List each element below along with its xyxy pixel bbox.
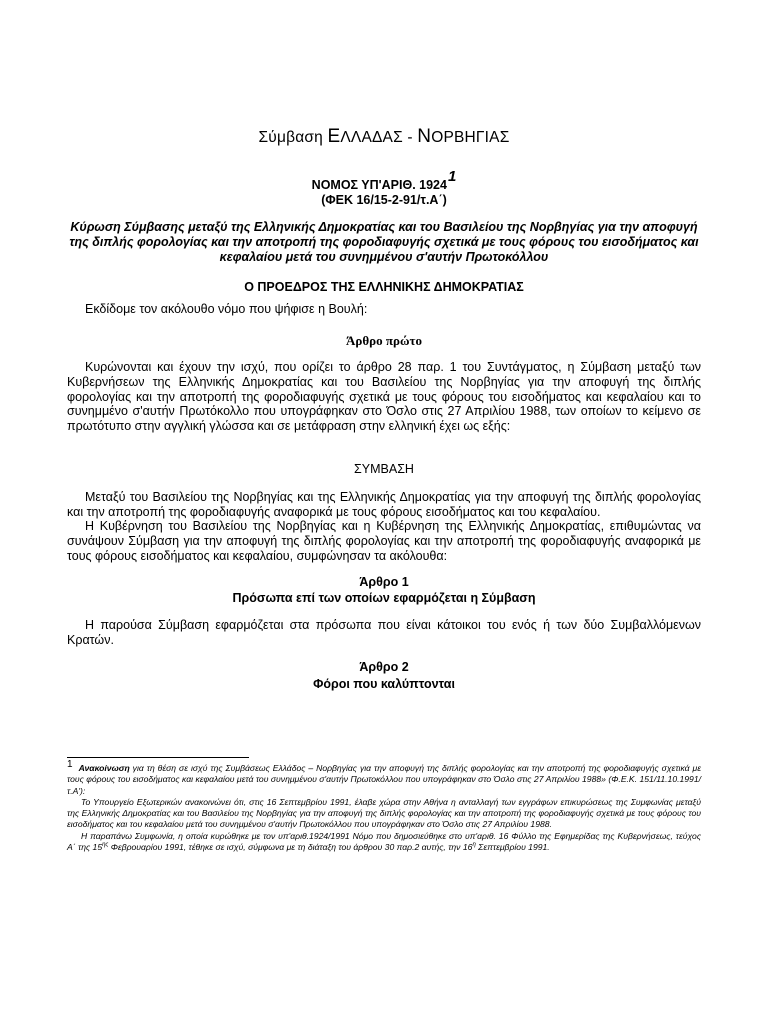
article-1-title: Πρόσωπα επί των οποίων εφαρμόζεται η Σύμβαση: [232, 591, 536, 605]
law-subtitle: Κύρωση Σύμβασης μεταξύ της Ελληνικής Δημοκρατίας και του Βασιλείου της Νορβηγίας για την αποφυγή της διπλής φορολογίας και την αποτροπή της φοροδιαφυγής σχετικά με τους φόρους του εισοδήματος και κεφαλαίου μετά του συνημμένου σ'αυτήν Πρωτοκόλλου: [69, 220, 699, 264]
footnote-text-3c: Σεπτεμβρίου 1991.: [475, 842, 550, 853]
document-title: [0, 126, 768, 148]
title-cap-1: Ε: [327, 126, 341, 147]
footnote-announcement-label: Ανακοίνωση: [78, 763, 130, 773]
article-first-text: Κυρώνονται και έχουν την ισχύ, που ορίζει το άρθρο 28 παρ. 1 του Συντάγματος, η Σύμβαση μεταξύ των Κυβερνήσεων της Ελληνικής Δημοκρατίας και του Βασιλείου της Νορβηγίας για την αποφυγή της διπλής φορολογίας και την αποτροπή της φοροδιαφυγής σχετικά με τους φόρους του εισοδήματος και κεφαλαίου και το συνημμένο σ'αυτήν Πρωτόκολλο που υπογράφηκαν στο Όσλο στις 27 Απριλίου 1988, των οποίων το κείμενο σε πρωτότυπο στην αγγλική γλώσσα και σε μετάφραση στην ελληνική έχει ως εξής:: [67, 360, 701, 434]
president-heading: Ο ΠΡΟΕΔΡΟΣ ΤΗΣ ΕΛΛΗΝΙΚΗΣ ΔΗΜΟΚΡΑΤΙΑΣ: [244, 280, 524, 294]
footnote-text-3a: Η παραπάνω Συμφωνία, η οποία κυρώθηκε με τον υπ'αριθ.1924/1991 Νόμο που δημοσιεύθηκε στο υπ'αριθ. 16 Φύλλο της Εφημερίδας της Κυβερνήσεως, τεύχος Α΄ της 15: [67, 830, 701, 853]
footnote-sup-1: ης: [102, 842, 109, 849]
article-1-text: Η παρούσα Σύμβαση εφαρμόζεται στα πρόσωπα που είναι κάτοικοι του ενός ή των δύο Συμβαλλόμενων Κρατών.: [67, 618, 701, 647]
law-number: [0, 168, 768, 193]
footnote-text-1: για τη θέση σε ισχύ της Συμβάσεως Ελλάδος – Νορβηγίας για την αποφυγή της διπλής φορολογίας και την αποτροπή της φοροδιαφυγής σχετικά με τους φόρους του εισοδήματος και κεφαλαίου μετά του συνημμένου σ'αυτήν Πρωτοκόλλου που υπογράφηκαν στο Όσλο στις 27 Απριλίου 1988» (Φ.Ε.Κ. 151/11.10.1991/ τ.Α'):: [67, 763, 701, 796]
convention-paragraph-1: Μεταξύ του Βασιλείου της Νορβηγίας και της Ελληνικής Δημοκρατίας για την αποφυγή της διπλής φορολογίας και την αποτροπή της φοροδιαφυγής αναφορικά με τους φόρους εισοδήματος και του κεφαλαίου.: [67, 490, 701, 519]
law-number-text: ΝΟΜΟΣ ΥΠ'ΑΡΙΘ. 1924: [311, 178, 447, 192]
title-cap-2: Ν: [417, 126, 432, 147]
title-prefix: Σύμβαση: [258, 129, 328, 146]
article-2-number: Άρθρο 2: [359, 660, 409, 674]
footnote-paragraph-2: Το Υπουργείο Εξωτερικών ανακοινώνει ότι, στις 16 Σεπτεμβρίου 1991, έλαβε χώρα στην Αθήνα η ανταλλαγή των εγγράφων επικυρώσεως της Συμφωνίας μεταξύ της Ελληνικής Δημοκρατίας και του Βασιλείου της Νορβηγίας για την αποφυγή της διπλής φορολογίας και την αποτροπή της φοροδιαφυγής σχετικά με τους φόρους του εισοδήματος και του κεφαλαίου μετά του συνημμένου σ'αυτήν Πρωτοκόλλου που υπογράφηκαν στο Όσλο στις 27 Απριλίου 1988.: [67, 796, 701, 830]
footnote-text-3b: Φεβρουαρίου 1991, τέθηκε σε ισχύ, σύμφωνα με τη διάταξη του άρθρου 30 παρ.2 αυτής, την 16: [108, 842, 473, 853]
article-2-title: Φόροι που καλύπτονται: [313, 677, 455, 691]
footnote-paragraph-3: [67, 831, 701, 854]
convention-heading: ΣΥΜΒΑΣΗ: [354, 462, 414, 476]
footnote-mark: 1: [67, 759, 73, 770]
footnote: [67, 759, 701, 853]
title-rest-1: ΛΛΑΔΑΣ -: [340, 129, 418, 146]
footnote-separator: [67, 757, 249, 758]
footnote-sup-2: η: [472, 842, 476, 849]
title-rest-2: ΟΡΒΗΓΙΑΣ: [431, 129, 510, 146]
convention-paragraph-2: Η Κυβέρνηση του Βασιλείου της Νορβηγίας και η Κυβέρνηση της Ελληνικής Δημοκρατίας, επιθυμώντας να συνάψουν Σύμβαση για την αποφυγή της διπλής φορολογίας και την αποτροπή της φοροδιαφυγής αναφορικά με τους φόρους εισοδήματος και κεφαλαίου, συμφώνησαν τα ακόλουθα:: [67, 519, 701, 563]
footnote-reference[interactable]: 1: [447, 168, 457, 185]
footnote-paragraph-1: [67, 759, 701, 797]
article-first-heading: Άρθρο πρώτο: [346, 333, 422, 348]
gazette-reference: (ΦΕΚ 16/15-2-91/τ.Α΄): [321, 193, 447, 207]
article-1-number: Άρθρο 1: [359, 575, 409, 589]
intro-paragraph: Εκδίδομε τον ακόλουθο νόμο που ψήφισε η Βουλή:: [85, 302, 368, 316]
